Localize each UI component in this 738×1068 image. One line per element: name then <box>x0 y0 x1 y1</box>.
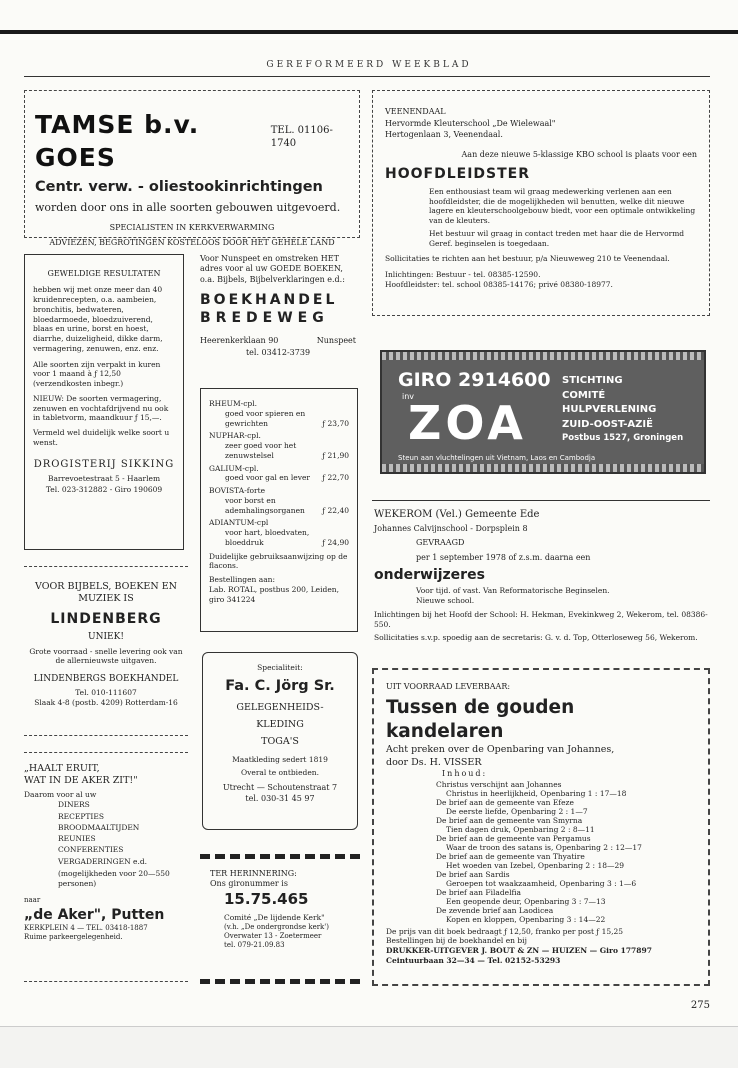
jorg-tel: tel. 030-31 45 97 <box>245 793 315 803</box>
lindenberg-address: Slaak 4-8 (postb. 4209) Rotterdam-16 <box>34 697 178 707</box>
rotal-item-desc: goed voor gal en lever <box>225 473 310 483</box>
rotal-item <box>209 399 349 428</box>
jorg-street: Schoutenstraat 7 <box>267 783 338 793</box>
zoa-ad <box>380 350 706 474</box>
book-uit: UIT VOORRAAD LEVERBAAR: <box>386 682 511 691</box>
memo-number: 15.75.465 <box>224 889 309 908</box>
aker-item: REUNIES <box>58 834 96 844</box>
aker-list <box>24 799 188 867</box>
aker-item: DINERS <box>58 800 90 810</box>
veenendaal-p3: Sollicitaties te richten aan het bestuur, p/a Nieuweweg 210 te Veenendaal. <box>385 254 670 264</box>
book-toc-sermon: Geroepen tot waakzaamheid, Openbaring 3 : 1—6 <box>446 878 637 888</box>
wekerom-sollicitaties: Sollicitaties s.v.p. spoedig aan de secretaris: G. v. d. Top, Otterloseweg 56, Wekerom. <box>374 633 698 643</box>
lindenberg-desc: Grote voorraad - snelle levering ook van de allernieuwste uitgaven. <box>29 646 183 666</box>
veenendaal-ad <box>372 90 710 316</box>
rotal-list <box>209 399 349 548</box>
top-border <box>0 30 738 34</box>
sikking-body4: Vermeld wel duidelijk welke soort u wenst. <box>33 428 170 447</box>
rotal-item-price: ƒ 24,90 <box>322 537 349 547</box>
lindenberg-shop: LINDENBERGS BOEKHANDEL <box>33 674 179 685</box>
veenendaal-intro: Aan deze nieuwe 5-klassige KBO school is plaats voor een <box>461 150 697 160</box>
rotal-item-price: ƒ 23,70 <box>322 418 349 428</box>
sikking-body2: Alle soorten zijn verpakt in kuren voor 1 maand à ƒ 12,50 (verzendkosten inbegr.) <box>33 359 161 389</box>
wekerom-ad <box>372 508 710 654</box>
aker-naar: naar <box>24 896 41 905</box>
veenendaal-school: Hervormde Kleuterschool „De Wielewaal" <box>385 119 556 129</box>
wekerom-date: per 1 september 1978 of z.s.m. daarna een <box>416 552 591 562</box>
aker-capacity: (mogelijkheden voor 20—550 personen) <box>58 868 170 888</box>
tamse-name: TAMSE b.v. GOES <box>35 110 200 172</box>
bredeweg-intro: Voor Nunspeet en omstreken HET adres voor al uw GOEDE BOEKEN, o.a. Bijbels, Bijbelverklaringen e.d.: <box>200 254 345 284</box>
jorg-city: Utrecht <box>222 783 255 793</box>
book-toc-heading: De brief aan Sardis <box>436 869 510 879</box>
aker-address: KERKPLEIN 4 — TEL. 03418-1887 <box>24 923 148 932</box>
book-publisher-address: Ceintuurbaan 32—34 — Tel. 02152-53293 <box>386 955 561 965</box>
aker-parking: Ruime parkeergelegenheid. <box>24 932 123 941</box>
bredeweg-ad <box>196 254 360 378</box>
book-toc-heading: De brief aan de gemeente van Efeze <box>436 797 574 807</box>
book-toc-sermon: Waar de troon des satans is, Openbaring 2 : 12—17 <box>446 842 642 852</box>
bredeweg-name2: BREDEWEG <box>200 310 329 327</box>
scan-footer <box>0 1026 738 1068</box>
book-toc-heading: De brief aan Filadelfia <box>436 887 521 897</box>
book-inhoud: Inhoud: <box>442 769 488 779</box>
wekerom-title: WEKEROM (Vel.) Gemeente Ede <box>374 509 540 520</box>
aker-item: VERGADERINGEN e.d. <box>58 856 148 866</box>
bredeweg-tel: tel. 03412-3739 <box>245 347 311 357</box>
zoa-giro: GIRO 2914600 <box>398 369 551 391</box>
aker-intro: Daarom voor al uw <box>24 789 97 799</box>
memo-c1: Comité „De lijdende Kerk" <box>224 913 325 923</box>
sikking-body1: hebben wij met onze meer dan 40 kruidenrecepten, o.a. aambeien, bronchitis, bedwateren, bloedarmoede, bloedzuiverend, blaas en urine, borst en hoest, diarrhe, duizeligheid, dikke darm, vermagering, zenuwen, enz. enz. <box>33 285 163 353</box>
zoa-s4: ZUID-OOST-AZIË <box>562 418 653 430</box>
jorg-name: Fa. C. Jörg Sr. <box>225 677 335 694</box>
zoa-s2: COMITÉ <box>562 389 606 401</box>
tamse-line3: worden door ons in alle soorten gebouwen uitgevoerd. <box>35 200 341 214</box>
rotal-item-desc: zeer goed voor het zenuwstelsel <box>225 441 297 460</box>
veenendaal-address: Hertogenlaan 3, Veenendaal. <box>385 129 503 139</box>
zoa-s3: HULPVERLENING <box>562 404 657 415</box>
veenendaal-title: HOOFDLEIDSTER <box>385 165 530 182</box>
book-toc <box>386 780 696 924</box>
tamse-ad <box>24 90 360 247</box>
jorg-spec: Specialiteit: <box>257 663 303 672</box>
page-number: 275 <box>690 1000 710 1011</box>
wekerom-req1: Voor tijd. of vast. Van Reformatorische Beginselen. <box>416 586 610 596</box>
rotal-item-name: BOVISTA-forte <box>209 486 266 495</box>
lindenberg-tel: Tel. 010-111607 <box>75 687 137 697</box>
book-toc-sermon: Een geopende deur, Openbaring 3 : 7—13 <box>446 896 606 906</box>
aker-name: „de Aker", Putten <box>24 906 165 923</box>
book-toc-heading: De zevende brief aan Laodicea <box>436 905 554 915</box>
veenendaal-p4: Inlichtingen: Bestuur - tel. 08385-12590. <box>385 270 541 279</box>
tamse-line4: SPECIALISTEN IN KERKVERWARMING <box>109 223 275 233</box>
book-toc-heading: De brief aan de gemeente van Thyatire <box>436 851 585 861</box>
rotal-item-desc: voor borst en ademhalingsorganen <box>225 495 305 515</box>
wekerom-req2: Nieuwe school. <box>416 596 475 606</box>
lindenberg-uniek: UNIEK! <box>88 631 124 642</box>
tamse-line2: Centr. verw. - oliestookinrichtingen <box>35 179 323 195</box>
rotal-item <box>209 431 349 460</box>
zoa-logo: ZOA <box>408 396 527 450</box>
memo-heading: TER HERINNERING: <box>210 869 297 878</box>
tamse-tel: TEL. 01106-1740 <box>270 125 333 149</box>
sikking-tel: Tel. 023-312882 - Giro 190609 <box>45 485 163 495</box>
tamse-line5: ADVIEZEN, BEGROTINGEN KOSTELOOS DOOR HET GEHELE LAND <box>49 237 335 247</box>
book-toc-heading: Christus verschijnt aan Johannes <box>436 779 562 789</box>
bredeweg-city: Nunspeet <box>316 335 356 345</box>
lindenberg-ad <box>24 566 188 736</box>
book-publisher: DRUKKER-UITGEVER J. BOUT & ZN — HUIZEN — Giro 177897 <box>386 946 652 956</box>
sikking-name: DROGISTERIJ SIKKING <box>33 458 175 470</box>
jorg-l3: TOGA'S <box>261 736 299 748</box>
aker-item: BROODMAALTIJDEN <box>58 822 140 832</box>
bredeweg-address: Heerenkerklaan 90 <box>200 335 279 345</box>
bredeweg-name1: BOEKHANDEL <box>200 292 338 309</box>
rotal-note: Duidelijke gebruiksaanwijzing op de flacons. <box>209 551 348 571</box>
lindenberg-name: LINDENBERG <box>50 610 162 627</box>
lindenberg-line1: VOOR BIJBELS, BOEKEN EN MUZIEK IS <box>35 581 177 605</box>
sikking-body3: NIEUW: De soorten vermagering, zenuwen en vochtafdrijvend nu ook in tabletvorm, maandkuur ƒ 15,—. <box>33 393 169 423</box>
jorg-ad: Specialiteit: Fa. C. Jörg Sr. GELEGENHEIDS- KLEDING TOGA'S Maatkleding sedert 1819 Overal te ontbieden. Utrecht — Schoutenstraat 7 tel. 030-31 45 97 <box>202 652 358 830</box>
rotal-item-desc: voor hart, bloedvaten, bloeddruk <box>225 528 310 547</box>
book-author: door Ds. H. VISSER <box>386 756 482 768</box>
book-sub: Acht preken over de Openbaring van Johannes, <box>386 744 615 756</box>
rotal-item-desc: goed voor spieren en gewrichten <box>225 408 306 428</box>
book-toc-heading: De brief aan de gemeente van Pergamus <box>436 833 591 843</box>
zoa-s1: STICHTING <box>562 375 623 386</box>
aker-h1: „HAALT ERUIT, <box>24 763 100 774</box>
wekerom-school: Johannes Calvijnschool - Dorpsplein 8 <box>374 524 528 533</box>
veenendaal-p1: Een enthousiast team wil graag medewerking verlenen aan een hoofdleidster, die de mogelijkheden wil benutten, welke dit nieuwe lagere en kleuterschoolgebouw biedt, voor een optimale ontwikkeling van de kleuters. <box>429 186 696 225</box>
aker-item: CONFERENTIES <box>58 845 124 855</box>
sikking-address: Barrevoetestraat 5 - Haarlem <box>47 473 161 483</box>
wekerom-info: Inlichtingen bij het Hoofd der School: H. Hekman, Evekinkweg 2, Wekerom, tel. 08386-550. <box>374 609 708 629</box>
rotal-ad <box>200 388 358 632</box>
jorg-l4: Maatkleding sedert 1819 <box>232 754 328 764</box>
book-ad <box>372 668 710 986</box>
book-toc-sermon: Het woeden van Izebel, Openbaring 2 : 18—29 <box>446 860 625 870</box>
jorg-l2: KLEDING <box>256 718 304 730</box>
rotal-item-name: RHEUM-cpl. <box>209 399 257 408</box>
veenendaal-p2: Het bestuur wil graag in contact treden met haar die de Hervormd Geref. beginselen is toegedaan. <box>429 228 685 248</box>
aker-ad <box>24 752 188 982</box>
rotal-item <box>209 486 349 515</box>
memo-tel: tel. 079-21.09.83 <box>224 941 285 950</box>
memo-label: Ons gironummer is <box>210 879 288 889</box>
sikking-title: GEWELDIGE RESULTATEN <box>47 269 161 278</box>
zoa-rule <box>372 500 710 501</box>
rotal-item-name: NUPHAR-cpl. <box>209 431 261 441</box>
page-header: GEREFORMEERD WEEKBLAD <box>266 60 472 70</box>
jorg-l1: GELEGENHEIDS- <box>236 701 324 713</box>
rotal-item-price: ƒ 22,70 <box>322 473 349 483</box>
memo-address: Overwater 13 - Zoetermeer <box>224 932 322 941</box>
veenendaal-p5: Hoofdleidster: tel. school 08385-14176; privé 08380-18977. <box>385 279 613 289</box>
rotal-item-name: GALIUM-cpl. <box>209 463 259 473</box>
aker-h2: WAT IN DE AKER ZIT!" <box>24 775 138 787</box>
rotal-item <box>209 464 349 484</box>
rotal-order: Lab. ROTAL, postbus 200, Leiden, giro 341224 <box>209 584 339 604</box>
rotal-item-price: ƒ 21,90 <box>322 450 349 460</box>
memo-ad <box>200 854 360 984</box>
zoa-bottom: Steun aan vluchtelingen uit Vietnam, Laos en Cambodja <box>398 454 596 462</box>
rotal-item-name: ADIANTUM-cpl <box>209 518 269 528</box>
book-toc-sermon: Tien dagen druk, Openbaring 2 : 8—11 <box>446 824 595 834</box>
veenendaal-place: VEENENDAAL <box>385 107 446 116</box>
zoa-inv: inv <box>402 392 415 401</box>
jorg-l5: Overal te ontbieden. <box>241 768 319 778</box>
book-toc-sermon: De eerste liefde, Openbaring 2 : 1—7 <box>446 806 588 816</box>
header-rule <box>24 76 710 77</box>
book-toc-sermon: Kopen en kloppen, Openbaring 3 : 14—22 <box>446 914 606 924</box>
book-order: Bestellingen bij de boekhandel en bij <box>386 936 527 946</box>
sikking-ad <box>24 254 184 550</box>
book-title: Tussen de gouden kandelaren <box>386 697 575 743</box>
zoa-s5: Postbus 1527, Groningen <box>562 433 684 443</box>
aker-item: RECEPTIES <box>58 811 104 821</box>
book-price: De prijs van dit boek bedraagt ƒ 12,50, franko per post ƒ 15,25 <box>386 926 624 936</box>
book-toc-heading: De brief aan de gemeente van Smyrna <box>436 815 583 825</box>
wekerom-gevraagd: GEVRAAGD <box>416 538 465 548</box>
rotal-item <box>209 518 349 547</box>
rotal-order-label: Bestellingen aan: <box>209 575 276 584</box>
rotal-item-price: ƒ 22,40 <box>322 505 349 515</box>
memo-c2: (v.h. „De ondergrondse kerk') <box>224 923 329 932</box>
wekerom-job: onderwijzeres <box>374 567 485 584</box>
book-toc-sermon: Christus in heerlijkheid, Openbaring 1 : 17—18 <box>446 788 627 798</box>
